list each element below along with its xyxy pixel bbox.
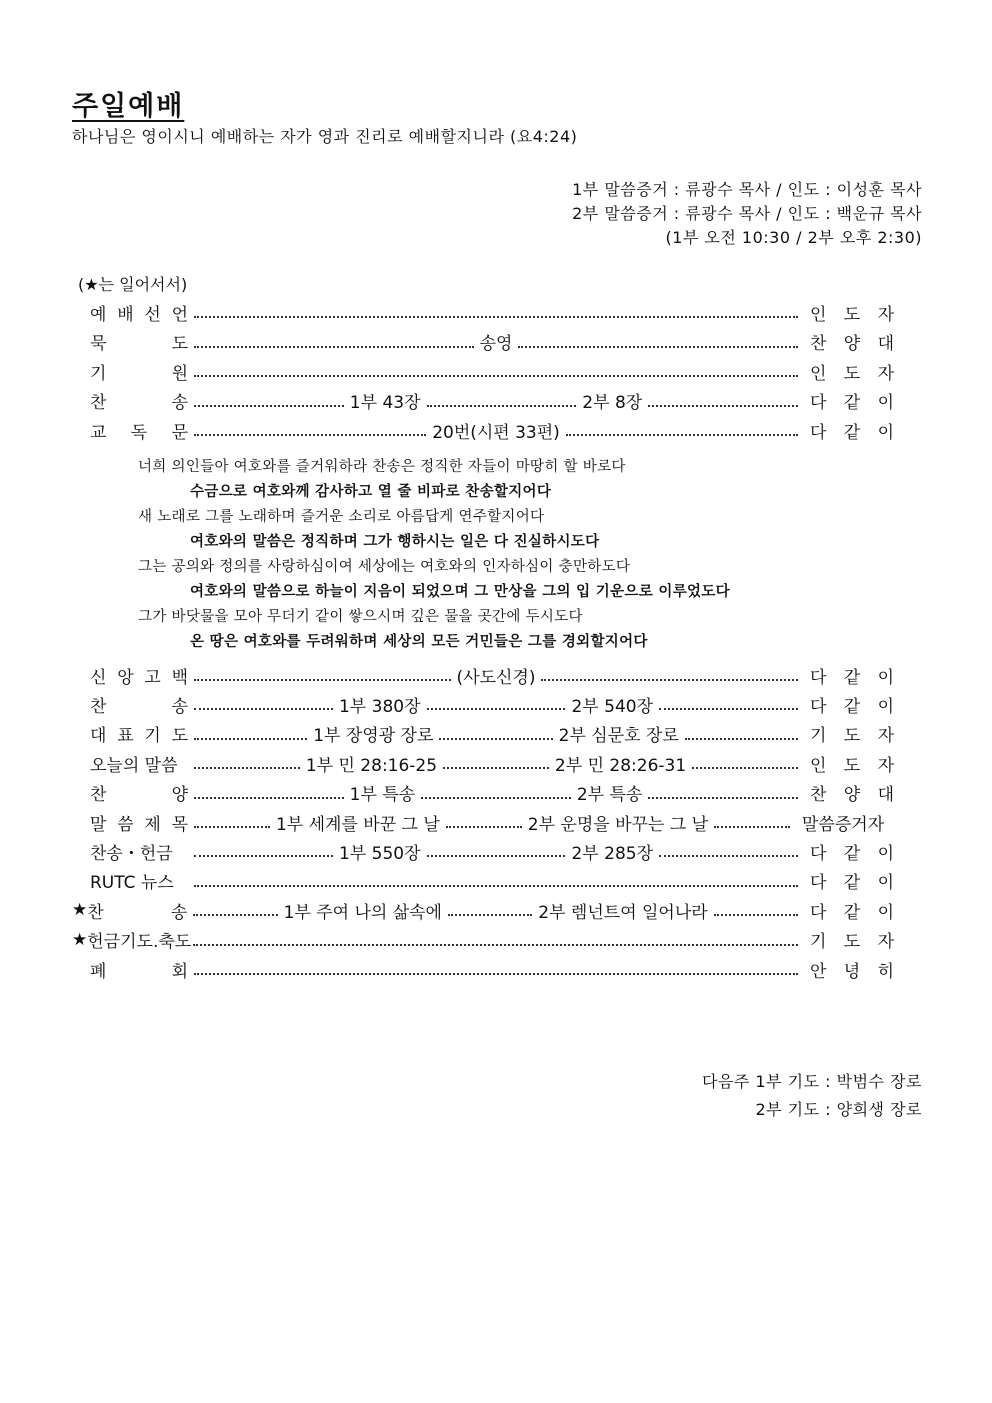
order-detail bbox=[188, 663, 804, 688]
order-label: 찬 송 bbox=[90, 393, 188, 413]
order-role: 다 같 이 bbox=[810, 422, 894, 443]
dot-leader bbox=[194, 708, 333, 710]
order-label: 대 표 기 도 bbox=[90, 726, 188, 747]
order-detail bbox=[188, 692, 804, 717]
order-label: 오늘의 말씀 bbox=[90, 755, 178, 776]
response-line: 여호와의 말씀으로 하늘이 지음이 되었으며 그 만상을 그의 입 기운으로 이루었도다 bbox=[190, 584, 730, 600]
dot-leader bbox=[692, 767, 798, 769]
dot-leader bbox=[194, 316, 798, 318]
order-detail bbox=[188, 751, 804, 776]
response-line: 여호와의 말씀은 정직하며 그가 행하시는 일은 다 진실하시도다 bbox=[190, 534, 600, 550]
order-label: RUTC 뉴스 bbox=[90, 873, 174, 894]
order-label: 기 원 bbox=[90, 363, 188, 384]
dot-leader bbox=[427, 405, 577, 407]
dot-leader bbox=[541, 679, 798, 681]
part1-text: 1부 주여 나의 삶속에 bbox=[283, 902, 442, 923]
dot-leader bbox=[685, 738, 798, 740]
detail-text: 20번(시편 33편) bbox=[432, 422, 560, 443]
order-row bbox=[72, 780, 894, 806]
order-detail bbox=[188, 839, 804, 864]
next-week-line-2: 2부 기도 : 양희생 장로 bbox=[755, 1100, 922, 1119]
dot-leader bbox=[194, 767, 300, 769]
reading-line: 너희 의인들아 여호와를 즐거워하라 찬송은 정직한 자들이 마땅히 할 바로다 bbox=[138, 459, 626, 475]
response-line: 온 땅은 여호와를 두려워하며 세상의 모든 거민들은 그를 경외할지어다 bbox=[190, 634, 648, 650]
order-role: 찬 양 대 bbox=[810, 785, 894, 806]
order-role: 다 같 이 bbox=[810, 393, 894, 413]
dot-leader bbox=[714, 914, 798, 916]
part2-text: 2부 운명을 바꾸는 그 날 bbox=[527, 814, 709, 835]
detail-text: 송영 bbox=[479, 334, 513, 354]
dot-leader bbox=[427, 855, 566, 857]
dot-leader bbox=[194, 885, 798, 887]
dot-leader bbox=[439, 738, 552, 740]
order-detail bbox=[188, 810, 796, 835]
order-detail bbox=[188, 880, 804, 882]
order-role: 다 같 이 bbox=[810, 696, 894, 717]
dot-leader bbox=[194, 855, 333, 857]
order-label: 폐 회 bbox=[90, 961, 188, 982]
order-role: 인 도 자 bbox=[810, 363, 894, 384]
dot-leader bbox=[193, 944, 798, 946]
order-row bbox=[72, 299, 894, 325]
page-title: 주일예배 bbox=[72, 91, 185, 122]
order-label: 예 배 선 언 bbox=[90, 304, 188, 325]
dot-leader bbox=[648, 405, 798, 407]
dot-leader bbox=[421, 797, 571, 799]
dot-leader bbox=[194, 375, 798, 377]
order-row bbox=[72, 329, 894, 355]
order-row bbox=[72, 897, 894, 923]
order-role: 찬 양 대 bbox=[810, 334, 894, 354]
part1-text: 1부 장영광 장로 bbox=[313, 726, 434, 747]
part1-text: 1부 민 28:16-25 bbox=[305, 755, 438, 776]
order-row bbox=[72, 691, 894, 717]
dot-leader bbox=[194, 826, 270, 828]
part2-text: 2부 렘넌트여 일어나라 bbox=[538, 902, 708, 923]
order-label: 찬송・헌금 bbox=[90, 843, 173, 864]
dot-leader bbox=[446, 826, 522, 828]
order-label: 말 씀 제 목 bbox=[90, 814, 188, 835]
reading-line: 새 노래로 그를 노래하며 즐거운 소리로 아름답게 연주할지어다 bbox=[138, 509, 545, 525]
order-row bbox=[72, 388, 894, 414]
part1-text: 1부 세계를 바꾼 그 날 bbox=[275, 814, 440, 835]
order-label: 찬 송 bbox=[90, 696, 188, 717]
order-role: 다 같 이 bbox=[810, 667, 894, 688]
order-label: 교 독 문 bbox=[90, 422, 188, 443]
dot-leader bbox=[648, 797, 798, 799]
order-row bbox=[72, 838, 894, 864]
order-row bbox=[72, 868, 894, 894]
dot-leader bbox=[443, 767, 549, 769]
dot-leader bbox=[193, 914, 277, 916]
order-row bbox=[72, 417, 894, 443]
preachers-info bbox=[572, 178, 922, 250]
scripture-subtitle: 하나님은 영이시니 예배하는 자가 영과 진리로 예배할지니라 (요4:24) bbox=[72, 127, 578, 146]
dot-leader bbox=[194, 679, 451, 681]
order-role: 다 같 이 bbox=[810, 843, 894, 864]
order-detail bbox=[188, 370, 804, 372]
order-detail bbox=[188, 311, 804, 313]
order-row bbox=[72, 358, 894, 384]
part2-text: 2부 심문호 장로 bbox=[558, 726, 679, 747]
order-label: 찬 송 bbox=[87, 902, 188, 923]
dot-leader bbox=[518, 346, 798, 348]
order-detail bbox=[188, 388, 804, 413]
order-label: 찬 양 bbox=[90, 785, 188, 806]
order-label: 묵 도 bbox=[90, 334, 188, 354]
part2-text: 2부 285장 bbox=[571, 843, 653, 864]
order-role: 말씀증거자 bbox=[802, 814, 885, 835]
order-label: 신 앙 고 백 bbox=[90, 667, 188, 688]
order-row bbox=[72, 750, 894, 776]
order-detail bbox=[188, 780, 804, 805]
order-role: 인 도 자 bbox=[810, 755, 894, 776]
order-row bbox=[72, 809, 894, 835]
star-icon: ★ bbox=[72, 929, 88, 950]
part2-text: 2부 540장 bbox=[571, 696, 653, 717]
order-role: 다 같 이 bbox=[810, 902, 894, 923]
order-role: 다 같 이 bbox=[810, 873, 894, 894]
preacher-line-1: 1부 말씀증거 : 류광수 목사 / 인도 : 이성훈 목사 bbox=[572, 180, 922, 199]
part2-text: 2부 특송 bbox=[576, 785, 643, 806]
star-icon: ★ bbox=[72, 900, 88, 921]
detail-text: (사도신경) bbox=[456, 667, 536, 688]
preacher-line-2: 2부 말씀증거 : 류광수 목사 / 인도 : 백운규 목사 bbox=[572, 204, 922, 223]
next-week-line-1: 다음주 1부 기도 : 박범수 장로 bbox=[701, 1072, 922, 1091]
order-detail bbox=[188, 721, 804, 746]
part1-text: 1부 550장 bbox=[338, 843, 421, 864]
next-week-prayer bbox=[702, 1068, 922, 1124]
order-detail bbox=[188, 329, 804, 354]
standing-note: (★는 일어서서) bbox=[78, 275, 188, 294]
reading-line: 그가 바닷물을 모아 무더기 같이 쌓으시며 깊은 물을 곳간에 두시도다 bbox=[138, 609, 583, 625]
order-detail bbox=[187, 898, 804, 923]
dot-leader bbox=[194, 405, 344, 407]
dot-leader bbox=[714, 826, 790, 828]
order-detail bbox=[188, 418, 804, 443]
dot-leader bbox=[659, 855, 798, 857]
order-role: 인 도 자 bbox=[810, 304, 894, 325]
service-times: (1부 오전 10:30 / 2부 오후 2:30) bbox=[665, 228, 922, 247]
order-row bbox=[72, 927, 894, 953]
order-role: 기 도 자 bbox=[810, 726, 894, 747]
dot-leader bbox=[659, 708, 798, 710]
reading-line: 그는 공의와 정의를 사랑하심이여 세상에는 여호와의 인자하심이 충만하도다 bbox=[138, 559, 631, 575]
part2-text: 2부 민 28:26-31 bbox=[554, 755, 687, 776]
dot-leader bbox=[448, 914, 532, 916]
dot-leader bbox=[427, 708, 566, 710]
order-role: 안 녕 히 bbox=[810, 961, 894, 982]
order-row bbox=[72, 662, 894, 688]
part1-text: 1부 43장 bbox=[349, 393, 421, 413]
part1-text: 1부 특송 bbox=[349, 785, 416, 806]
order-role: 기 도 자 bbox=[810, 932, 894, 953]
dot-leader bbox=[194, 434, 426, 436]
part2-text: 2부 8장 bbox=[582, 393, 643, 413]
order-row bbox=[72, 956, 894, 982]
dot-leader bbox=[194, 346, 474, 348]
response-line: 수금으로 여호와께 감사하고 열 줄 비파로 찬송할지어다 bbox=[190, 484, 552, 500]
dot-leader bbox=[194, 797, 344, 799]
dot-leader bbox=[194, 973, 798, 975]
dot-leader bbox=[194, 738, 307, 740]
order-row bbox=[72, 721, 894, 747]
part1-text: 1부 380장 bbox=[338, 696, 421, 717]
order-label: 헌금기도.축도 bbox=[87, 932, 192, 953]
order-detail bbox=[188, 968, 804, 970]
dot-leader bbox=[566, 434, 798, 436]
order-detail bbox=[187, 939, 804, 941]
